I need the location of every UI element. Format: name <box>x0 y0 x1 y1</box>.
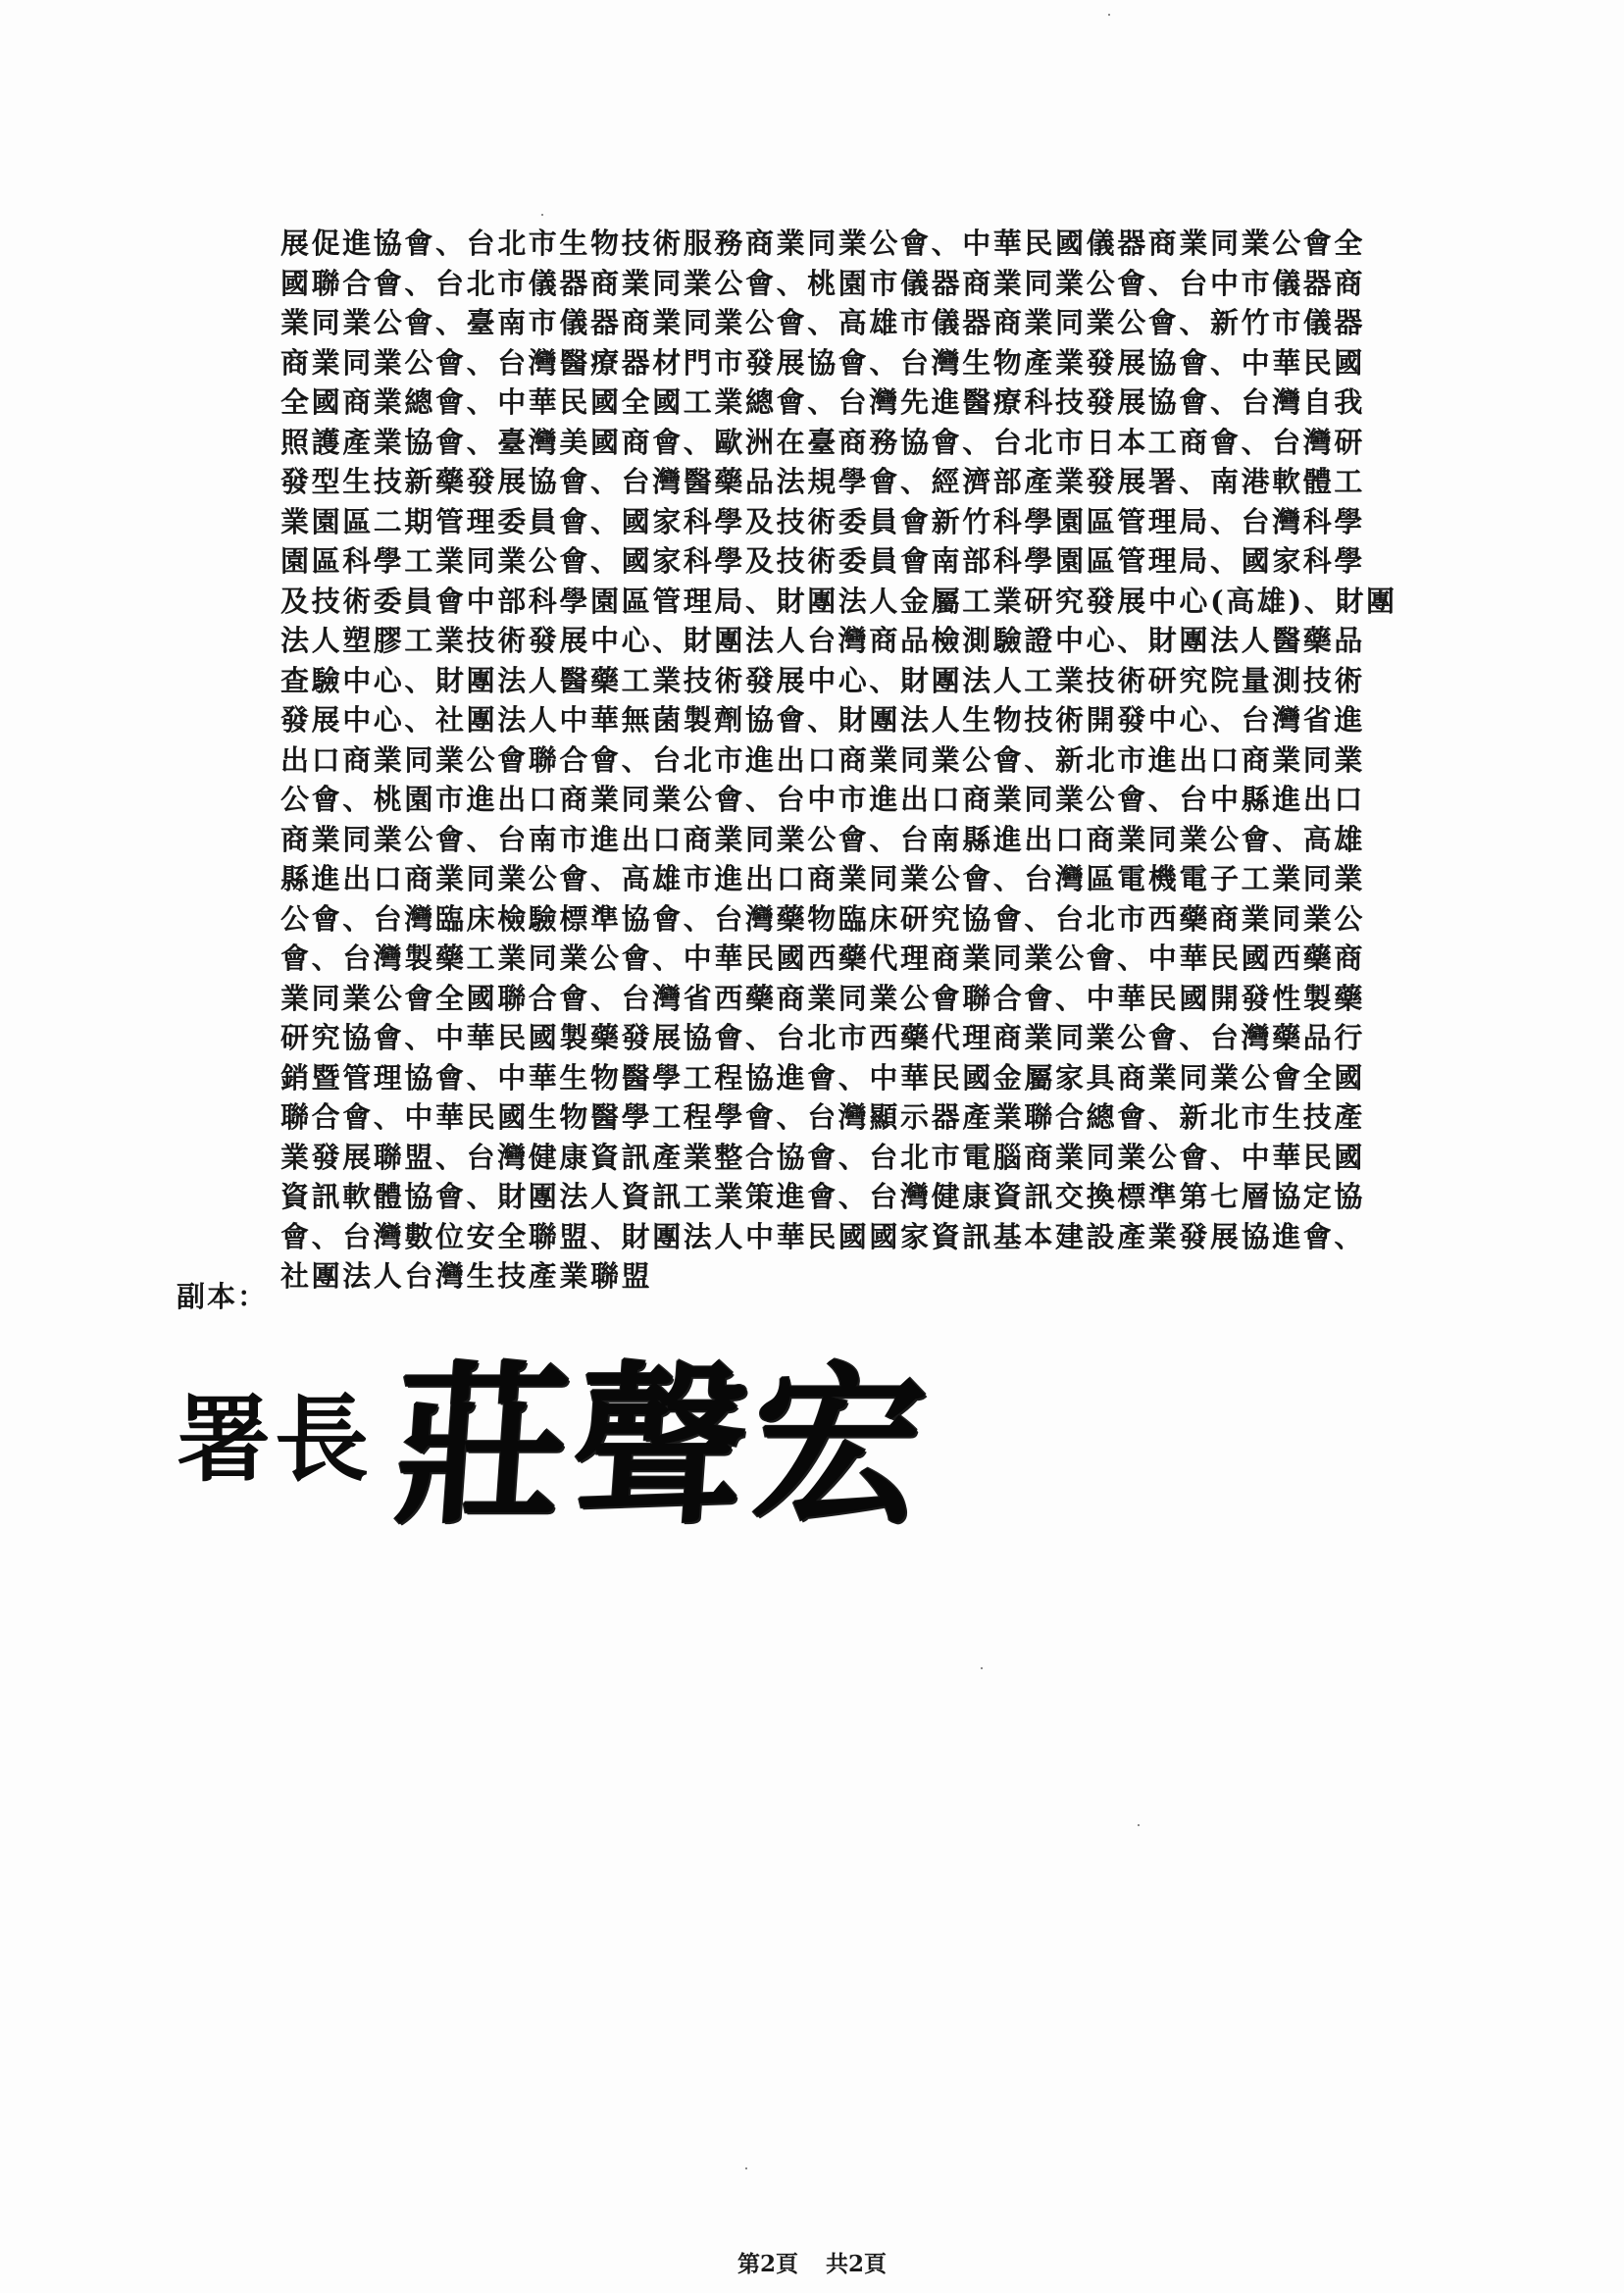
body-line: 業發展聯盟、台灣健康資訊產業整合協會、台北市電腦商業同業公會、中華民國 <box>280 1140 1366 1174</box>
page-footer <box>0 2246 1624 2278</box>
signature-name: 莊聲宏 <box>387 1344 939 1548</box>
body-line: 發展中心、社團法人中華無菌製劑協會、財團法人生物技術開發中心、台灣省進 <box>280 703 1366 737</box>
body-line: 研究協會、中華民國製藥發展協會、台北市西藥代理商業同業公會、台灣藥品行 <box>280 1021 1366 1054</box>
page-number: 第2頁 <box>736 2251 798 2277</box>
body-line: 公會、台灣臨床檢驗標準協會、台灣藥物臨床研究協會、台北市西藥商業同業公 <box>280 901 1366 936</box>
body-line: 商業同業公會、台南市進出口商業同業公會、台南縣進出口商業同業公會、高雄 <box>280 822 1366 856</box>
body-line: 出口商業同業公會聯合會、台北市進出口商業同業公會、新北市進出口商業同業 <box>280 742 1366 777</box>
body-line: 公會、桃園市進出口商業同業公會、台中市進出口商業同業公會、台中縣進出口 <box>280 783 1366 816</box>
body-line: 商業同業公會、台灣醫療器材門市發展協會、台灣生物產業發展協會、中華民國 <box>280 345 1366 380</box>
body-line: 會、台灣製藥工業同業公會、中華民國西藥代理商業同業公會、中華民國西藥商 <box>280 942 1366 975</box>
body-line: 照護產業協會、臺灣美國商會、歐洲在臺商務協會、台北市日本工商會、台灣研 <box>280 425 1366 459</box>
body-line: 全國商業總會、中華民國全國工業總會、台灣先進醫療科技發展協會、台灣自我 <box>280 385 1366 419</box>
body-line: 展促進協會、台北市生物技術服務商業同業公會、中華民國儀器商業同業公會全 <box>280 227 1366 260</box>
scan-speck <box>745 2167 747 2169</box>
body-line: 法人塑膠工業技術發展中心、財團法人台灣商品檢測驗證中心、財團法人醫藥品 <box>280 624 1366 657</box>
body-line: 業園區二期管理委員會、國家科學及技術委員會新竹科學園區管理局、台灣科學 <box>280 504 1366 538</box>
body-line: 資訊軟體協會、財團法人資訊工業策進會、台灣健康資訊交換標準第七層協定協 <box>280 1180 1366 1213</box>
body-line: 及技術委員會中部科學園區管理局、財團法人金屬工業研究發展中心(高雄)、財團 <box>280 584 1397 618</box>
scan-speck <box>541 214 543 216</box>
body-line: 聯合會、中華民國生物醫學工程學會、台灣顯示器產業聯合總會、新北市生技產 <box>280 1100 1366 1134</box>
page-total: 共2頁 <box>826 2251 888 2277</box>
signature-block <box>177 1334 939 1548</box>
scan-speck <box>1108 14 1110 16</box>
body-line: 國聯合會、台北市儀器商業同業公會、桃園市儀器商業同業公會、台中市儀器商 <box>280 266 1366 300</box>
body-line: 發型生技新藥發展協會、台灣醫藥品法規學會、經濟部產業發展署、南港軟體工 <box>280 465 1366 498</box>
body-line: 查驗中心、財團法人醫藥工業技術發展中心、財團法人工業技術研究院量測技術 <box>280 663 1366 697</box>
body-line: 縣進出口商業同業公會、高雄市進出口商業同業公會、台灣區電機電子工業同業 <box>280 862 1366 895</box>
body-line: 業同業公會全國聯合會、台灣省西藥商業同業公會聯合會、中華民國開發性製藥 <box>280 981 1366 1015</box>
scan-speck <box>1138 1824 1140 1826</box>
scan-speck <box>981 1667 983 1669</box>
signature-title: 署長 <box>177 1383 373 1495</box>
body-line: 銷暨管理協會、中華生物醫學工程協進會、中華民國金屬家具商業同業公會全國 <box>280 1060 1366 1095</box>
body-line: 社團法人台灣生技產業聯盟 <box>280 1259 653 1293</box>
body-line: 會、台灣數位安全聯盟、財團法人中華民國國家資訊基本建設產業發展協進會、 <box>280 1219 1366 1253</box>
body-line: 業同業公會、臺南市儀器商業同業公會、高雄市儀器商業同業公會、新竹市儀器 <box>280 306 1366 339</box>
body-line: 園區科學工業同業公會、國家科學及技術委員會南部科學園區管理局、國家科學 <box>280 544 1366 578</box>
recipient-list <box>280 224 1438 1297</box>
copy-label: 副本： <box>177 1280 269 1313</box>
